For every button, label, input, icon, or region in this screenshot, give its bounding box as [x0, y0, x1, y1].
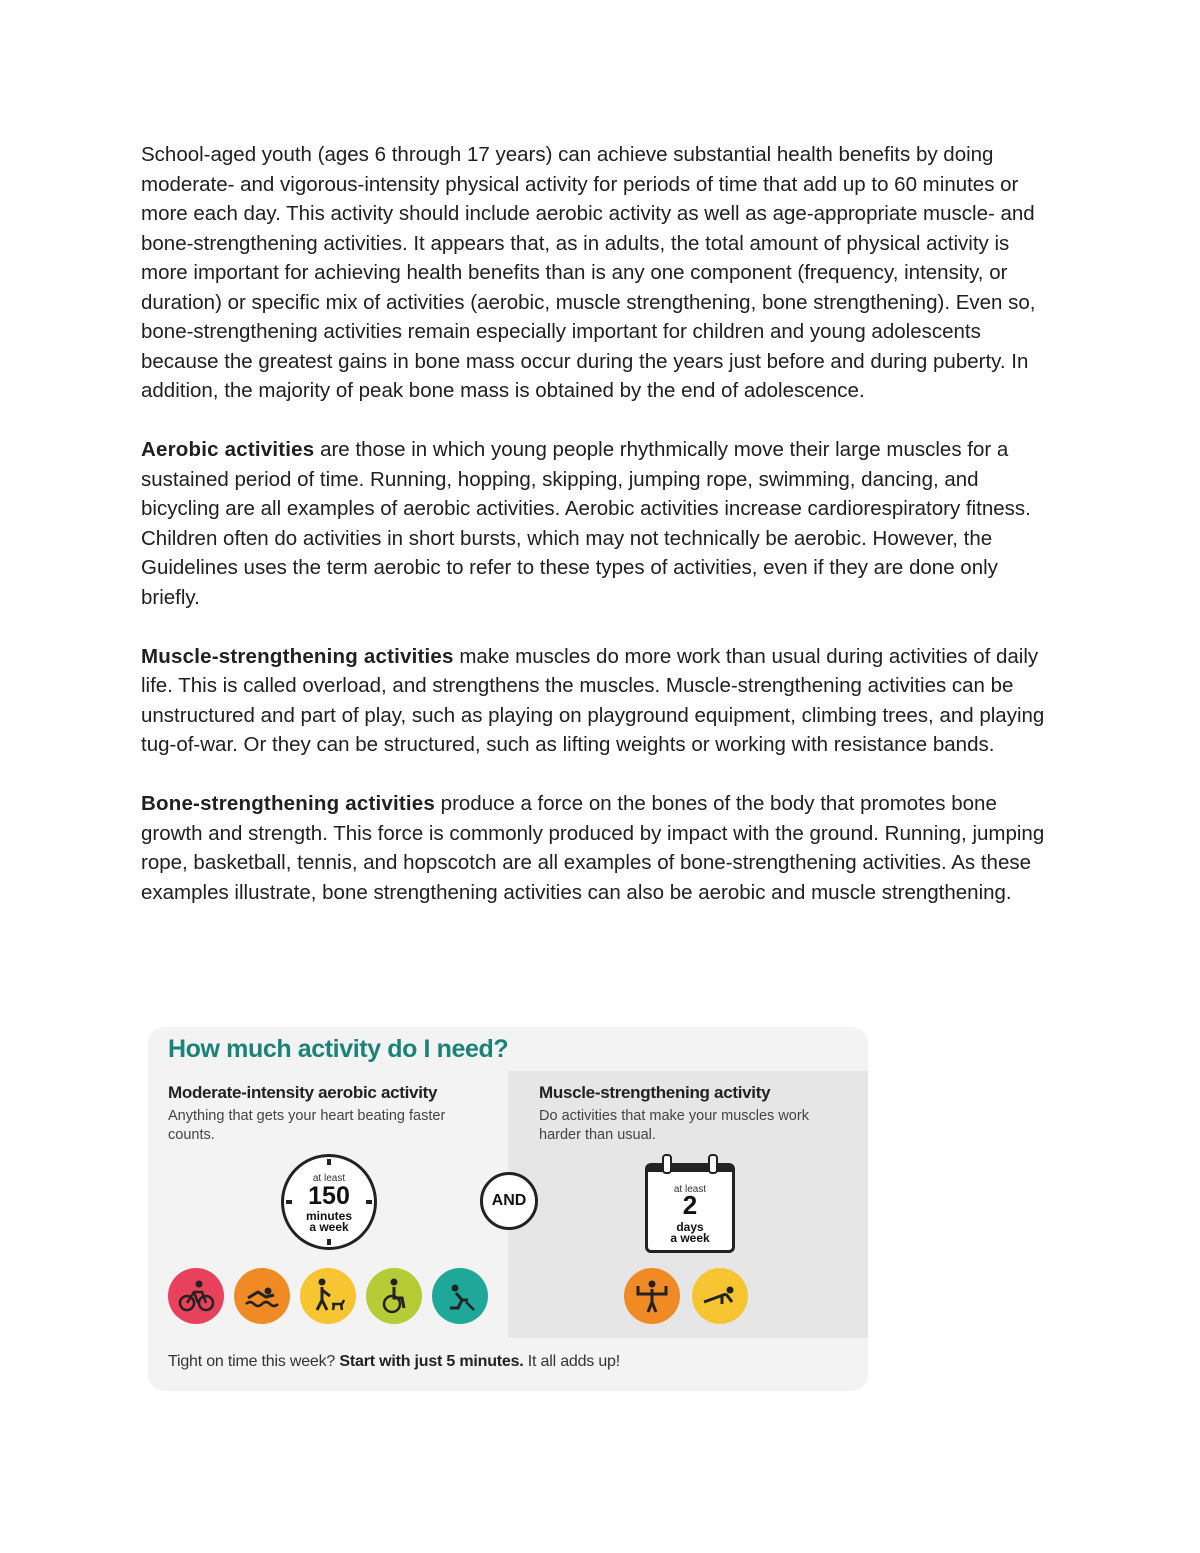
bone-paragraph — [141, 789, 1056, 907]
footer-tail: It all adds up! — [523, 1353, 620, 1370]
document-body — [141, 140, 1056, 937]
footer-lead: Tight on time this week? — [168, 1353, 340, 1370]
muscle-description: Do activities that make your muscles work harder than usual. — [539, 1108, 809, 1143]
wheelchair-icon — [366, 1268, 422, 1324]
gardening-icon — [432, 1268, 488, 1324]
badge-unit-period: a week — [670, 1231, 710, 1245]
swimming-icon — [234, 1268, 290, 1324]
muscle-heading: Muscle-strengthening activity — [539, 1083, 771, 1102]
aerobic-term: Aerobic activities — [141, 438, 315, 461]
aerobic-text: are those in which young people rhythmically move their large muscles for a sustained period of time. Running, hopping, skipping, jumping rope, swimming, dancing, and bicycling are all examples of aerobic activities. Aerobic activities increase cardiorespiratory fitness. Children often do activities in short bursts, which may not technically be aerobic. However, the Guidelines uses the term aerobic to refer to these types of activities, even if they are done only briefly. — [141, 438, 1031, 609]
clock-tick — [327, 1239, 331, 1245]
badge-unit: days — [676, 1220, 704, 1234]
clock-tick — [327, 1159, 331, 1165]
activity-infographic — [148, 1027, 868, 1391]
and-connector: AND — [480, 1172, 538, 1230]
badge-unit-period: a week — [309, 1220, 349, 1234]
bone-text: produce a force on the bones of the body that promotes bone growth and strength. This force is commonly produced by impact with the ground. Running, jumping rope, basketball, tennis, and hopscotch are all examples of bone-strengthening activities. As these examples illustrate, bone strengthening activities can also be aerobic and muscle strengthening. — [141, 792, 1045, 904]
walking-dog-icon — [300, 1268, 356, 1324]
infographic-title: How much activity do I need? — [168, 1035, 509, 1063]
cycling-icon — [168, 1268, 224, 1324]
pushup-icon — [692, 1268, 748, 1324]
infographic-footer — [168, 1353, 620, 1371]
muscle-text: make muscles do more work than usual during activities of daily life. This is called overload, and strengthens the muscles. Muscle-strengthening activities can be unstructured and part of play, such as playing on playground equipment, climbing trees, and playing tug-of-war. Or they can be structured, such as lifting weights or working with resistance bands. — [141, 644, 1045, 756]
calendar-ring — [662, 1154, 672, 1174]
aerobic-heading: Moderate-intensity aerobic activity — [168, 1083, 438, 1102]
badge-prefix: at least — [312, 1173, 346, 1184]
intro-paragraph: School-aged youth (ages 6 through 17 years) can achieve substantial health benefits by doing moderate- and vigorous-intensity physical activity for periods of time that add up to 60 minutes or more each day. This activity should include aerobic activity as well as age-appropriate muscle- and bone-strengthening activities. It appears that, as in adults, the total amount of physical activity is more important for achieving health benefits than is any one component (frequency, intensity, or duration) or specific mix of activities (aerobic, muscle strengthening, bone strengthening). Even so, bone-strengthening activities remain especially important for children and young adolescents because the greatest gains in bone mass occur during the years just before and during puberty. In addition, the majority of peak bone mass is obtained by the end of adolescence. — [141, 143, 1036, 402]
bone-term: Bone-strengthening activities — [141, 792, 435, 815]
aerobic-paragraph — [141, 435, 1056, 612]
footer-emphasis: Start with just 5 minutes. — [339, 1353, 524, 1370]
aerobic-panel — [148, 1071, 508, 1338]
aerobic-description: Anything that gets your heart beating faster counts. — [168, 1108, 446, 1143]
calendar-top-bar — [648, 1166, 732, 1172]
clock-badge-150-minutes — [281, 1154, 377, 1250]
weightlifting-icon — [624, 1268, 680, 1324]
calendar-badge-2-days — [645, 1163, 735, 1253]
badge-unit: minutes — [305, 1209, 352, 1223]
calendar-ring — [708, 1154, 718, 1174]
badge-prefix: at least — [673, 1184, 707, 1195]
badge-value: 2 — [682, 1190, 698, 1220]
muscle-term: Muscle-strengthening activities — [141, 644, 454, 668]
muscle-panel — [508, 1071, 868, 1338]
badge-value: 150 — [308, 1182, 350, 1210]
muscle-paragraph — [141, 642, 1056, 760]
